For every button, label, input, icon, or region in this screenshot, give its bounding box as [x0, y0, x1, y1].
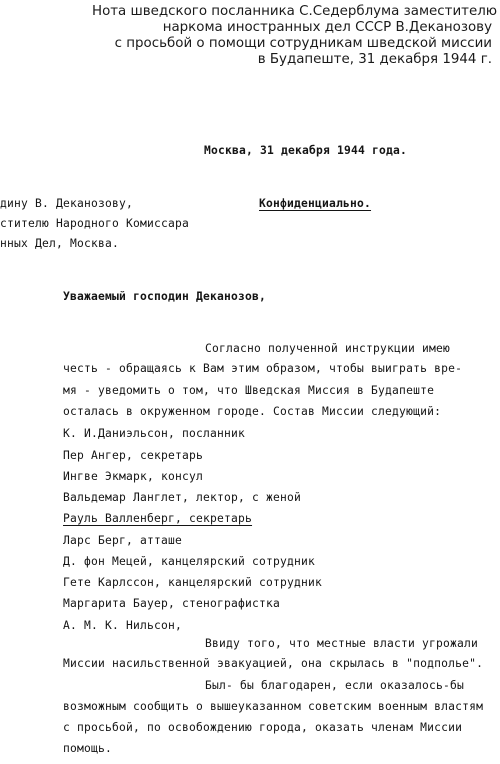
staff-list-item: Маргарита Бауер, стенографистка	[63, 597, 281, 610]
staff-list-item: Гете Карлссон, канцелярский сотрудник	[63, 576, 323, 589]
body-line: мя - уведомить о том, что Шведская Миссия в Будапеште	[63, 384, 435, 397]
staff-list-item: Рауль Валленберг, секретарь	[63, 512, 253, 525]
date-line: Москва, 31 декабря 1944 года.	[204, 144, 408, 157]
body-line: Миссии насильственной эвакуацией, она скрылась в "подполье".	[63, 657, 484, 670]
staff-list-item: Пер Ангер, секретарь	[63, 449, 204, 462]
body-line: осталась в окруженном городе. Состав Миссии следующий:	[63, 405, 442, 418]
caption-line: наркома иностранных дел СССР В.Деканозову	[162, 20, 492, 35]
staff-list-item: К. И.Даниэльсон, посланник	[63, 427, 246, 440]
staff-list-item: Ингве Экмарк, консул	[63, 470, 204, 483]
addressee-line: дину В. Деканозову,	[0, 197, 134, 210]
body-line: возможным сообщить о вышеуказанном советским военным властям	[63, 700, 484, 713]
addressee-line: нных Дел, Москва.	[0, 237, 120, 250]
staff-list-item: Ларс Берг, атташе	[63, 534, 183, 547]
body-line: Согласно полученной инструкции имею	[205, 342, 451, 355]
caption-line: с просьбой о помощи сотрудникам шведской миссии	[114, 36, 492, 51]
caption-line: в Будапеште, 31 декабря 1944 г.	[257, 52, 492, 67]
body-line: с просьбой, по освобождению города, оказать членам Миссии	[63, 721, 463, 734]
body-line: Был- бы благодарен, если оказалось-бы	[205, 679, 465, 692]
caption-line: Нота шведского посланника С.Седерблума заместителю	[92, 4, 498, 19]
salutation: Уважаемый господин Деканозов,	[63, 290, 267, 303]
addressee-line: стителю Народного Комиссара	[0, 217, 190, 230]
staff-list-item: Вальдемар Ланглет, лектор, с женой	[63, 491, 302, 504]
classification-mark: Конфиденциально.	[259, 197, 372, 210]
staff-list-item: А. М. К. Нильсон,	[63, 619, 183, 632]
body-line: Ввиду того, что местные власти угрожали	[205, 637, 479, 650]
body-line: честь - обращаясь к Вам этим образом, чтобы выиграть вре-	[63, 362, 463, 375]
staff-list-item: Д. фон Мецей, канцелярский сотрудник	[63, 555, 316, 568]
body-line: помощь.	[63, 742, 113, 755]
